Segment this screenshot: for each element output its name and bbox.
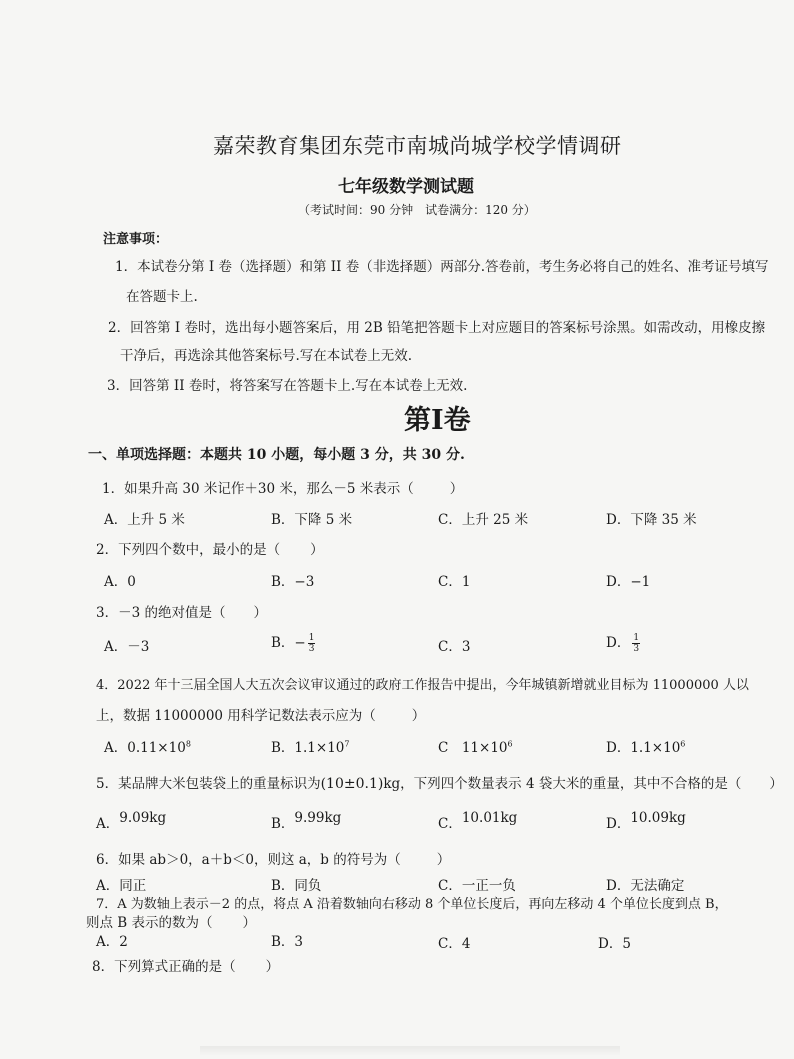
question-4-line-1: 4．2022 年十三届全国人大五次会议审议通过的政府工作报告中提出，今年城镇新增就业目标为 11000000 人以 [96, 678, 749, 693]
q6-option-d: D．无法确定 [606, 878, 685, 894]
q2-option-b: B．−3 [271, 574, 315, 590]
q4-option-c: C $11\times 10^6$ [438, 739, 513, 756]
q7-option-d: D．5 [598, 936, 631, 952]
question-7-line-1: 7．A 为数轴上表示－2 的点，将点 A 沿着数轴向右移动 8 个单位长度后，再向左移动 4 个单位长度到点 B， [96, 897, 728, 912]
q3-b-fraction: $\frac{1}{3}$ [308, 633, 315, 654]
q7-option-c: C．4 [438, 936, 471, 952]
q2-option-a: A．0 [104, 574, 136, 590]
exam-info: （考试时间：90 分钟 试卷满分：120 分） [298, 203, 536, 217]
q2-option-c: C．1 [438, 574, 471, 590]
q6-option-c: C．一正一负 [438, 878, 516, 894]
q3-option-b: B．− $\frac{1}{3}$ [271, 633, 315, 654]
question-3-stem: 3．－3 的绝对值是（ ） [96, 605, 267, 621]
q3-option-d: D． $\frac{1}{3}$ [606, 633, 640, 654]
q1-option-c: C．上升 25 米 [438, 512, 529, 528]
q6-option-b: B．同负 [271, 878, 322, 894]
note-2-line-1: 2．回答第 I 卷时，选出每小题答案后，用 2B 铅笔把答题卡上对应题目的答案标号涂黑。如需改动，用橡皮擦 [108, 320, 766, 336]
q1-option-d: D．下降 35 米 [606, 512, 697, 528]
exam-subtitle: 七年级数学测试题 [338, 177, 474, 197]
note-2-line-2: 干净后，再选涂其他答案标号.写在本试卷上无效. [120, 348, 413, 364]
q3-d-fraction: $\frac{1}{3}$ [633, 633, 640, 654]
q4-option-b: B．$1.1\times 10^7$ [271, 739, 350, 756]
q2-option-d: D．−1 [606, 574, 651, 590]
q6-option-a: A．同正 [96, 878, 147, 894]
q4-option-a: A．$0.11\times 10^8$ [104, 739, 191, 756]
q5-option-b: B．9.99kg [271, 810, 342, 832]
q5-option-d: D．10.09kg [606, 810, 686, 832]
q7-option-b: B．3 [271, 934, 304, 950]
question-7-line-2: 则点 B 表示的数为（ ） [86, 915, 257, 931]
question-2-stem: 2．下列四个数中，最小的是（ ） [96, 542, 324, 558]
part-heading: 一、单项选择题：本题共 10 小题，每小题 3 分，共 30 分. [88, 447, 465, 463]
q5-weight-mark: (10±0.1) [320, 776, 384, 792]
q3-option-c: C．3 [438, 639, 471, 655]
scan-shadow [200, 1046, 620, 1056]
q3-option-a: A．－3 [104, 639, 150, 655]
question-1-stem: 1．如果升高 30 米记作＋30 米，那么－5 米表示（ ） [102, 481, 464, 497]
section-title: 第I卷 [404, 405, 471, 436]
notes-heading: 注意事项： [103, 232, 169, 247]
q1-option-b: B．下降 5 米 [271, 512, 353, 528]
question-5-stem: 5．某品牌大米包装袋上的重量标识为(10±0.1)kg，下列四个数量表示 4 袋大米的重量，其中不合格的是（ ） [96, 776, 783, 792]
question-4-line-2: 上，数据 11000000 用科学记数法表示应为（ ） [96, 708, 426, 724]
q5-option-a: A．9.09kg [96, 810, 167, 832]
q5-option-c: C．10.01kg [438, 810, 518, 832]
question-6-stem: 6．如果 ab＞0，a＋b＜0，则这 a，b 的符号为（ ） [96, 852, 451, 868]
note-1-line-1: 1．本试卷分第 I 卷（选择题）和第 II 卷（非选择题）两部分.答卷前，考生务必将自己的姓名、准考证号填写 [115, 259, 769, 275]
q4-option-d: D．$1.1\times 10^6$ [606, 739, 686, 756]
note-3: 3．回答第 II 卷时，将答案写在答题卡上.写在本试卷上无效. [107, 378, 468, 394]
q7-option-a: A．2 [96, 934, 128, 950]
q1-option-a: A．上升 5 米 [104, 512, 185, 528]
question-8-stem: 8．下列算式正确的是（ ） [92, 959, 280, 975]
note-1-line-2: 在答题卡上. [126, 289, 198, 305]
exam-title: 嘉荣教育集团东莞市南城尚城学校学情调研 [213, 134, 622, 158]
